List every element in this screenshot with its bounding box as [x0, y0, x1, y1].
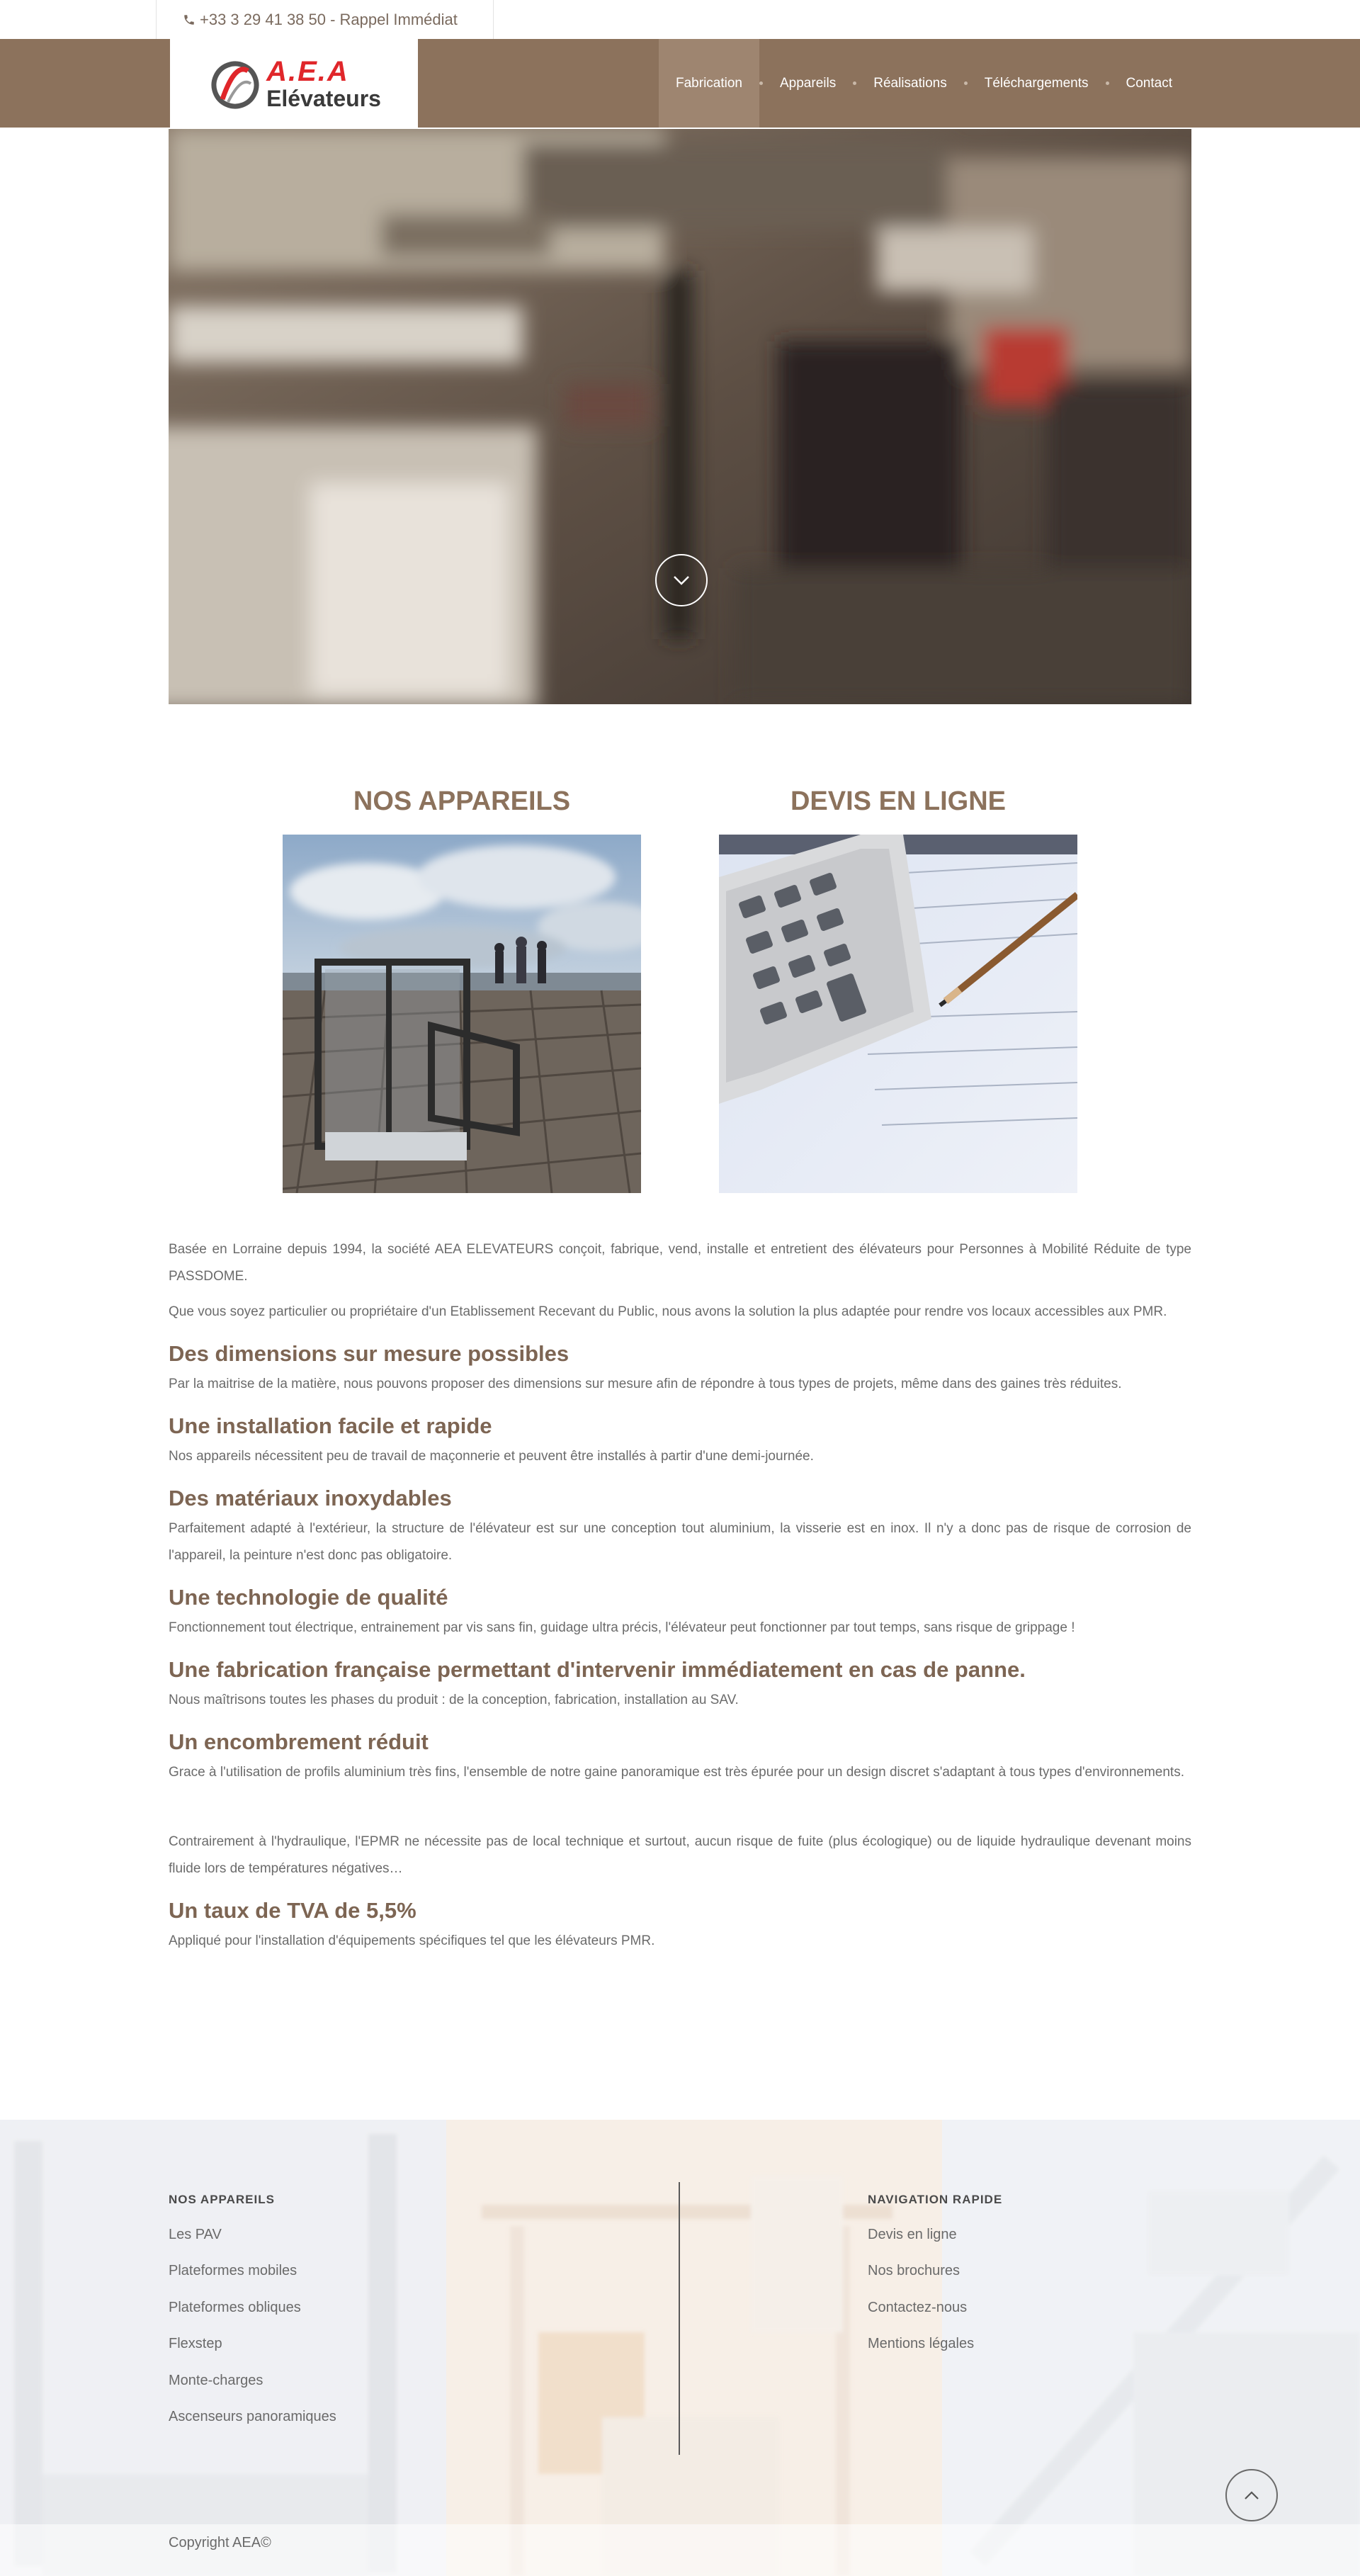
- footer-link-contact[interactable]: Contactez-nous: [868, 2300, 968, 2315]
- section-title-installation: Une installation facile et rapide: [169, 1413, 492, 1438]
- footer-link-les-pav[interactable]: Les PAV: [169, 2227, 222, 2242]
- logo-mark-icon: [207, 55, 264, 112]
- section-title-tva: Un taux de TVA de 5,5%: [169, 1898, 416, 1923]
- logo-text-aea: A.E.A: [266, 55, 349, 87]
- section-title-encombrement: Un encombrement réduit: [169, 1729, 429, 1754]
- section-title-dimensions: Des dimensions sur mesure possibles: [169, 1341, 570, 1366]
- section-title-materiaux: Des matériaux inoxydables: [169, 1486, 452, 1510]
- phone-icon: [183, 13, 196, 26]
- footer-link-flexstep[interactable]: Flexstep: [169, 2336, 222, 2351]
- footer-link-ascenseurs-panoramiques[interactable]: Ascenseurs panoramiques: [169, 2409, 336, 2424]
- nav-item-appareils[interactable]: Appareils: [780, 75, 837, 91]
- chevron-down-icon: [672, 575, 691, 586]
- nav-item-realisations[interactable]: Réalisations: [873, 75, 947, 91]
- calculator-photo: [719, 835, 1077, 1193]
- intro-paragraph-2: Que vous soyez particulier ou propriétaire d'un Etablissement Recevant du Public, nous avons la solution la plus adaptée pour rendre vos locaux accessibles aux PMR.: [169, 1304, 1167, 1319]
- hero-banner: [169, 129, 1191, 704]
- footer-title-navigation: NAVIGATION RAPIDE: [868, 2193, 1003, 2206]
- footer-link-plateformes-obliques[interactable]: Plateformes obliques: [169, 2300, 301, 2315]
- footer-link-mentions[interactable]: Mentions légales: [868, 2336, 975, 2351]
- phone-text: +33 3 29 41 38 50 - Rappel Immédiat: [200, 10, 458, 28]
- nav-item-telechargements[interactable]: Téléchargements: [984, 75, 1089, 91]
- hero-workshop-image: [169, 129, 1191, 704]
- footer-divider: [679, 2182, 680, 2455]
- logo-text-elevateurs: Elévateurs: [266, 85, 381, 111]
- section-text-tva: Appliqué pour l'installation d'équipements spécifiques tel que les élévateurs PMR.: [169, 1933, 655, 1948]
- section-text-dimensions: Par la maitrise de la matière, nous pouvons proposer des dimensions sur mesure afin de répondre à tous types de projets, même dans des gaines très réduites.: [169, 1377, 1122, 1391]
- devis-image[interactable]: [719, 835, 1077, 1193]
- footer-link-devis[interactable]: Devis en ligne: [868, 2227, 957, 2242]
- main-nav: [659, 39, 1189, 128]
- footer-link-brochures[interactable]: Nos brochures: [868, 2263, 960, 2278]
- lift-platform-photo: [283, 835, 641, 1193]
- back-to-top-button[interactable]: [1225, 2469, 1278, 2521]
- intro-paragraph-1: Basée en Lorraine depuis 1994, la société AEA ELEVATEURS conçoit, fabrique, vend, installe et entretient des élévateurs pour Personnes à Mobilité Réduite de type PASSDOME.: [169, 1242, 1191, 1284]
- scroll-down-button[interactable]: [655, 554, 708, 606]
- nav-item-contact[interactable]: Contact: [1126, 75, 1172, 91]
- section-text-installation: Nos appareils nécessitent peu de travail de maçonnerie et peuvent être installés à partir d'une demi-journée.: [169, 1449, 814, 1464]
- nav-item-fabrication[interactable]: Fabrication: [659, 39, 759, 128]
- copyright-text: Copyright AEA©: [169, 2535, 271, 2550]
- section-text-hydraulique: Contrairement à l'hydraulique, l'EPMR ne nécessite pas de local technique et surtout, aucun risque de fuite (plus écologique) ou de liquide hydraulique devenant moins fluide lors de températures négatives…: [169, 1834, 1191, 1876]
- footer-link-monte-charges[interactable]: Monte-charges: [169, 2373, 264, 2388]
- appareils-image[interactable]: [283, 835, 641, 1193]
- logo[interactable]: [170, 39, 418, 128]
- section-text-encombrement: Grace à l'utilisation de profils aluminium très fins, l'ensemble de notre gaine panoramique est très épurée pour un design discret s'adaptant à tous types d'environnements.: [169, 1765, 1184, 1780]
- section-title-technologie: Une technologie de qualité: [169, 1585, 448, 1610]
- feature-title-appareils[interactable]: NOS APPAREILS: [353, 786, 571, 816]
- section-text-fabrication: Nous maîtrisons toutes les phases du produit : de la conception, fabrication, installation au SAV.: [169, 1693, 739, 1707]
- phone-callback[interactable]: [156, 0, 494, 39]
- section-title-fabrication: Une fabrication française permettant d'intervenir immédiatement en cas de panne.: [169, 1657, 1026, 1682]
- top-bar: [0, 0, 1360, 39]
- main-content: [169, 1236, 1191, 1955]
- footer-title-appareils: NOS APPAREILS: [169, 2193, 275, 2206]
- section-text-technologie: Fonctionnement tout électrique, entrainement par vis sans fin, guidage ultra précis, l'élévateur peut fonctionner par tout temps, sans risque de grippage !: [169, 1620, 1075, 1635]
- footer-link-plateformes-mobiles[interactable]: Plateformes mobiles: [169, 2263, 298, 2278]
- site-header: [0, 39, 1360, 128]
- section-text-materiaux: Parfaitement adapté à l'extérieur, la structure de l'élévateur est sur une conception tout aluminium, la visserie est en inox. Il n'y a donc pas de risque de corrosion de l'appareil, la peinture n'est donc pas obligatoire.: [169, 1521, 1191, 1563]
- chevron-up-icon: [1244, 2490, 1259, 2500]
- feature-title-devis[interactable]: DEVIS EN LIGNE: [790, 786, 1007, 816]
